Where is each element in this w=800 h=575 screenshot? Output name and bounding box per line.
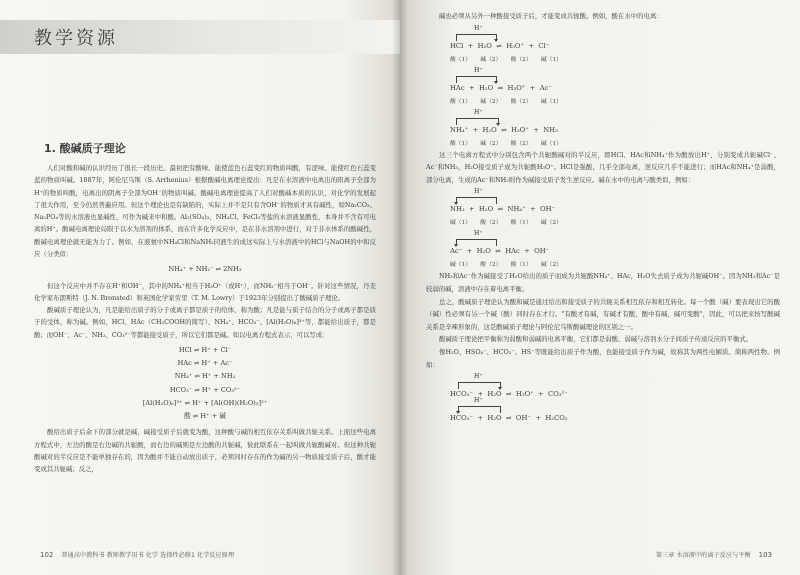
reaction-diagram — [450, 109, 700, 149]
reaction-equation: NH₃ + H₂O ⇌ NH₄⁺ + OH⁻ — [450, 205, 556, 214]
equation-line: HCl ⇌ H⁺ + Cl⁻ — [178, 346, 232, 355]
proton-label: H⁺ — [474, 66, 483, 74]
paragraph-definition: 酸碱质子理论认为，凡是能给出质子的分子或离子都是质子的给体，称为酸；凡是能与质子结合的分子或离子都是质子的受体，称为碱。例如，HCl、HAc（CH₃COOH的简写）、NH₄⁺、HCO₃⁻、[Al(H₂O)₆]³⁺等，都能给出质子，都是酸；而OH⁻、Ac⁻、NH₃、CO₃²⁻等都能接受质子，所以它们都是碱。如以电离方程式表示，可以写成： — [34, 306, 376, 339]
reaction-equation: HAc + H₂O ⇌ H₃O⁺ + Ac⁻ — [450, 83, 552, 92]
equation-ammonia — [34, 263, 376, 276]
transfer-line — [456, 76, 457, 83]
banner-title: 教学资源 — [34, 28, 118, 49]
reaction-roles: 酸（1） 碱（2） 酸（2） 碱（1） — [450, 56, 562, 63]
paragraph-base-ionization: NH₃和Ac⁻作为碱接受了H₂O给出的质子而成为共轭酸NH₄⁺、HAc，H₂O失去质子成为共轭碱OH⁻。因为NH₃和Ac⁻是较弱的碱，溶液中存在着电离平衡。 — [426, 272, 780, 293]
right-footer — [656, 550, 778, 559]
right-page — [400, 0, 800, 575]
paragraph-conjugate: 酸给出质子后余下的部分就是碱，碱接受质子后就变为酸，这种酸与碱的相互依存关系叫做共轭关系。上面这些电离方程式中，左边的酸是右边碱的共轭酸，而右边的碱则是左边酸的共轭碱，彼此联系在一起叫做共轭酸碱对。但这种共轭酸碱对的半反应是不能单独存在的，因为酸并不能自动放出质子，必须同时存在的作为碱的另一物质接受质子后，酸才能变成其共轭碱；反之， — [34, 428, 376, 474]
proton-label: H⁺ — [474, 397, 483, 405]
chapter-title: 第三章 水溶液中的离子反应与平衡 — [655, 552, 751, 559]
equation-line: NH₄⁺ + NH₂⁻ ⇌ 2NH₃ — [168, 265, 242, 274]
proton-label: H⁺ — [474, 24, 483, 32]
proton-label: H⁺ — [474, 188, 483, 196]
transfer-line — [496, 239, 497, 246]
left-footer — [34, 550, 234, 559]
transfer-line — [456, 34, 457, 41]
reaction-equation: NH₄⁺ + H₂O ⇌ H₃O⁺ + NH₃ — [450, 125, 558, 134]
reaction-diagram — [450, 25, 700, 65]
equation-line: HAc ⇌ H⁺ + Ac⁻ — [177, 359, 233, 368]
reaction-roles: 酸（1） 碱（2） 酸（2） 碱（1） — [450, 140, 562, 147]
page-number: 103 — [758, 551, 772, 559]
paragraph-amphoteric: 像H₂O、HSO₄⁻、HCO₃⁻、HS⁻等既能给出质子作为酸，也能接受质子作为碱，故称其为两性电解质。简称两性物。例如： — [426, 347, 780, 369]
reaction-roles: 酸（1） 碱（2） 酸（2） 碱（1） — [450, 98, 562, 105]
reaction-diagram — [450, 67, 700, 107]
equation-list — [34, 344, 376, 423]
reaction-equation: HCl + H₂O ⇌ H₃O⁺ + Cl⁻ — [450, 41, 550, 50]
transfer-line — [456, 76, 496, 77]
reaction-diagram — [450, 188, 700, 228]
transfer-line — [456, 118, 457, 125]
equation-line: HCO₃⁻ ⇌ H⁺ + CO₃²⁻ — [169, 385, 241, 394]
equation-line: [Al(H₂O)₆]³⁺ ⇌ H⁺ + [Al(OH)(H₂O)₅]²⁺ — [142, 398, 268, 407]
transfer-line — [458, 406, 500, 407]
paragraph-acid-ionization: 这三个电离方程式中分别包含两个共轭酸碱对的半反应，即HCl、HAc和NH₄⁺作为酸放出H⁺，分别变成共轭碱Cl⁻、Ac⁻和NH₃，H₂O接受质子成为共轭酸H₃O⁺。HCl是强酸，几乎全部电离，逆反应几乎不能进行；而HAc和NH₄⁺是弱酸，部分电离，生成的Ac⁻和NH₃则作为碱接受质子发生逆反应。碱在水中的电离与酸类似，例如： — [426, 150, 780, 184]
transfer-line — [456, 34, 496, 35]
paragraph-bronsted: 但这个反应中并不存在H⁺和OH⁻，其中的NH₄⁺相当于H₃O⁺（或H⁺），而NH₂⁻相当于OH⁻。针对这些情况，丹麦化学家布朗斯特（J. N. Bronsted）和英国化学家劳里（T. M. Lowry）于1923年分别提出了酸碱质子理论。 — [34, 281, 376, 302]
section-banner — [0, 20, 400, 54]
reaction-equation: Ac⁻ + H₂O ⇌ HAc + OH⁻ — [450, 247, 550, 256]
paragraph-intro: 碱也必须从另外一种酸接受质子后，才能变成共轭酸。例如，酸在水中的电离： — [439, 12, 663, 20]
reaction-diagram — [450, 397, 700, 423]
transfer-line — [496, 197, 497, 204]
page-number: 102 — [40, 551, 54, 559]
reaction-equation: HCO₃⁻ + H₂O ⇌ OH⁻ + H₂CO₃ — [450, 414, 568, 423]
reaction-roles: 碱（1） 酸（2） 酸（1） 碱（2） — [450, 262, 562, 269]
transfer-line — [456, 239, 496, 240]
proton-label: H⁺ — [474, 108, 483, 116]
equation-line: 酸 ⇌ H⁺ + 碱 — [184, 412, 226, 421]
section-heading: 1. 酸碱质子理论 — [44, 142, 126, 155]
reaction-equation: HCO₃⁻ + H₂O ⇌ H₃O⁺ + CO₃²⁻ — [450, 390, 568, 399]
transfer-line — [456, 197, 496, 198]
footer-text: 普通高中教科书 教师教学用书 化学 选择性必修1 化学反应原理 — [61, 552, 235, 559]
proton-label: H⁺ — [474, 373, 483, 381]
transfer-line — [456, 118, 498, 119]
transfer-line — [500, 406, 501, 413]
reaction-diagram — [450, 373, 700, 399]
reaction-diagram — [450, 230, 700, 270]
reaction-roles: 碱（1） 酸（2） 酸（1） 碱（2） — [450, 220, 562, 227]
transfer-line — [458, 382, 459, 389]
paragraph-equilibrium: 酸碱质子理论把平衡称为弱酸和弱碱的电离平衡，它们都是弱酸、弱碱与溶剂水分子间质子传递反应的平衡式。 — [439, 335, 753, 344]
equation-line: NH₄⁺ ⇌ H⁺ + NH₃ — [174, 372, 236, 381]
proton-label: H⁺ — [474, 230, 483, 238]
transfer-line — [458, 382, 500, 383]
paragraph-summary: 总之，酸碱质子理论认为酸和碱是通过给出和接受质子的共轭关系相互依存和相互转化。每一个酸（碱）要表现出它的酸（碱）性必须有另一个碱（酸）同时存在才行。"有酸才有碱，有碱才有酸，酸中有碱，碱可变酸"，因此，可以把来按写酸碱关系是辛辣形象的，这是酸碱质子理论与阿伦尼乌斯酸碱理论的区别之一。 — [426, 297, 780, 331]
paragraph-history: 人们对酸和碱的认识经历了很长一段历史。最初把有酸味、能使蓝色石蕊变红的物质叫酸，有涩味、能使红色石蕊变蓝的物质叫碱。1887年，阿伦尼乌斯（S. Arrhenius）根据酸碱电离理论提出：凡是在水溶液中电离出的阳离子全部为H⁺的物质叫酸，电离出的阴离子全部为OH⁻的物质叫碱。酸碱电离理论提高了人们对酸碱本质的认识，对化学的发展起了很大作用，至今仍然普遍应用。但这个理论也是有缺陷的，实际上并不是只有含OH⁻的物质才具有碱性，如Na₂CO₃、Na₃PO₄等的水溶液也显碱性，可作为碱来中和酸。Al₂(SO₄)₃、NH₄Cl、FeCl₃等盐的水溶液显酸性，本身并不含有可电离的H⁺。酸碱电离理论局限于以水为溶剂的体系，而在许多化学反应中，是在非水溶剂中进行，对于非水体系的酸碱性，酸碱电离理论就无能为力了。例如，在液氨中NH₄Cl和NaNH₂同液生的成这实际上与水溶液中的HCl与NaOH的中和反应（分类似： — [34, 164, 376, 259]
